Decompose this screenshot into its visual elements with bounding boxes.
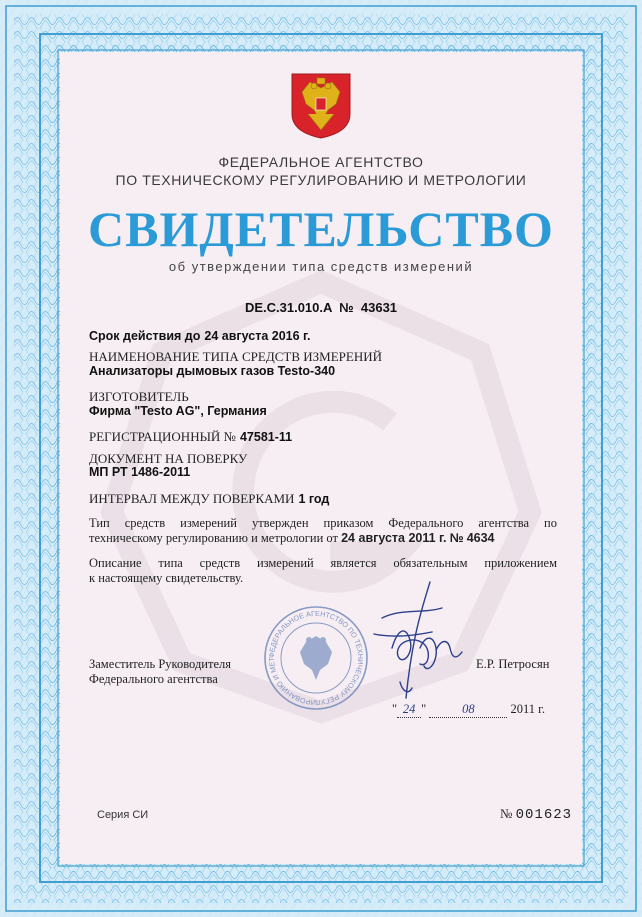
validity-row (89, 327, 559, 345)
verification-doc-value: МП РТ 1486-2011 (89, 465, 191, 479)
coat-of-arms-emblem (288, 70, 354, 145)
number-sign: № (339, 300, 354, 315)
interval-label: ИНТЕРВАЛ МЕЖДУ ПОВЕРКАМИ (89, 491, 295, 506)
certificate-number-value: 43631 (360, 300, 398, 315)
signing-date (392, 702, 545, 718)
registration-value: 47581-11 (239, 430, 293, 444)
certificate-number (60, 300, 582, 315)
validity-value: 24 августа 2016 г. (204, 329, 311, 343)
approval-line-1: Тип средств измерений утвержден приказом Федерального агентства по (89, 516, 557, 530)
interval-value: 1 год (298, 492, 330, 506)
blank-number-sign: № (500, 806, 513, 821)
agency-name-line-1: ФЕДЕРАЛЬНОЕ АГЕНТСТВО (218, 154, 424, 170)
signatory-role-line-1: Заместитель Руководителя (89, 657, 231, 671)
description-paragraph (89, 556, 557, 586)
description-line-1: Описание типа средств измерений является обязательным приложением (89, 556, 557, 570)
instrument-type-value: Анализаторы дымовых газов Testo-340 (89, 364, 336, 378)
date-open-quote: " (392, 702, 398, 716)
date-close-quote: " (421, 702, 427, 716)
signing-year: 2011 г. (510, 702, 545, 716)
handwritten-signature (362, 578, 472, 713)
approval-paragraph (89, 516, 557, 546)
certificate-number-prefix: DE.C.31.010.A (244, 300, 332, 315)
official-seal (262, 604, 370, 717)
blank-number (500, 806, 572, 823)
manufacturer-label: ИЗГОТОВИТЕЛЬ (89, 389, 189, 404)
description-line-2: к настоящему свидетельству. (89, 571, 244, 585)
signing-month: 08 (429, 702, 507, 718)
verification-doc-label: ДОКУМЕНТ НА ПОВЕРКУ (89, 451, 248, 466)
order-date: 24 августа 2011 г. (341, 531, 447, 545)
certificate-subtitle: об утверждении типа средств измерений (168, 259, 474, 274)
blank-number-value: 001623 (515, 807, 573, 823)
interval-row (89, 490, 559, 508)
seal-text: ФЕДЕРАЛЬНОЕ АГЕНТСТВО ПО ТЕХНИЧЕСКОМУ РЕГУЛИРОВАНИЮ И МЕТ (266, 608, 366, 708)
approval-line-2 (89, 531, 557, 546)
signing-day: 24 (397, 702, 421, 718)
agency-name-line-2: ПО ТЕХНИЧЕСКОМУ РЕГУЛИРОВАНИЮ И МЕТРОЛОГИИ (115, 172, 527, 188)
approval-line-2-text: техническому регулированию и метрологии от (89, 531, 338, 545)
registration-row (89, 428, 559, 446)
certificate-title: СВИДЕТЕЛЬСТВО (88, 201, 554, 257)
validity-label: Срок действия до (89, 329, 201, 343)
series-label: Серия СИ (97, 809, 149, 821)
signatory-role-line-2: Федерального агентства (89, 672, 218, 686)
order-number-sign: № (449, 531, 464, 545)
registration-label: РЕГИСТРАЦИОННЫЙ № (89, 429, 236, 444)
manufacturer-value: Фирма "Testo AG", Германия (89, 404, 267, 418)
order-number: 4634 (466, 531, 495, 545)
signatory-name: Е.Р. Петросян (476, 657, 550, 671)
instrument-type-label: НАИМЕНОВАНИЕ ТИПА СРЕДСТВ ИЗМЕРЕНИЙ (89, 349, 382, 364)
